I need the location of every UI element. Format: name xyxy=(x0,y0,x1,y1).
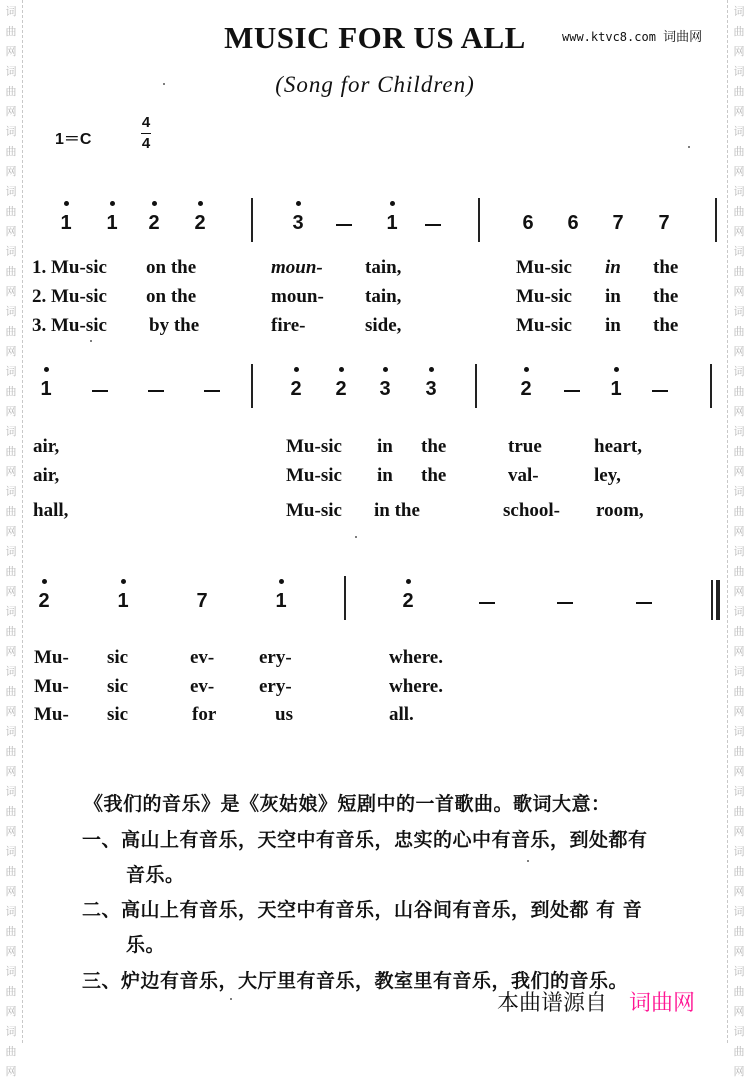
watermark-char: 词 xyxy=(733,125,745,138)
score-note: 2 xyxy=(146,212,162,235)
sustain-dash xyxy=(425,224,441,226)
notes-verse2-line2: 乐。 xyxy=(126,934,166,956)
sustain-dash xyxy=(92,390,108,392)
watermark-char: 网 xyxy=(733,525,745,538)
watermark-char: 词 xyxy=(5,665,17,678)
watermark-char: 曲 xyxy=(5,565,17,578)
watermark-char: 词 xyxy=(733,305,745,318)
lyric-word: ev- xyxy=(190,647,215,668)
watermark-char: 曲 xyxy=(733,745,745,758)
watermark-char: 词 xyxy=(733,845,745,858)
watermark-char: 曲 xyxy=(5,145,17,158)
final-barline xyxy=(711,580,713,620)
octave-dot-icon xyxy=(383,367,388,372)
lyric-word: moun- xyxy=(271,286,324,307)
lyric-word: for xyxy=(192,704,217,725)
print-speck xyxy=(163,83,165,85)
lyric-word: on the xyxy=(146,257,197,278)
watermark-char: 曲 xyxy=(733,25,745,38)
watermark-strip-left xyxy=(0,0,23,1078)
watermark-char: 曲 xyxy=(5,985,17,998)
watermark-char: 词 xyxy=(5,785,17,798)
lyric-word: 3. Mu-sic xyxy=(32,315,107,336)
watermark-char: 词 xyxy=(5,125,17,138)
octave-dot-icon xyxy=(121,579,126,584)
notes-verse1-line1: 一、高山上有音乐，天空中有音乐，忠实的心中有音乐，到处都有 xyxy=(82,829,648,851)
lyric-word: in the xyxy=(374,500,420,521)
lyric-word: Mu-sic xyxy=(516,257,572,278)
sustain-dash xyxy=(336,224,352,226)
watermark-char: 词 xyxy=(5,425,17,438)
score-note: 2 xyxy=(36,590,52,613)
lyric-word: Mu-sic xyxy=(286,500,342,521)
score-note: 1 xyxy=(608,378,624,401)
lyric-word: Mu- xyxy=(34,676,69,697)
watermark-char: 词 xyxy=(5,845,17,858)
score-note: 1 xyxy=(104,212,120,235)
lyric-word: on the xyxy=(146,286,197,307)
watermark-char: 词 xyxy=(5,605,17,618)
lyric-word: ery- xyxy=(259,676,292,697)
notes-intro: 《我们的音乐》是《灰姑娘》短剧中的一首歌曲。歌词大意： xyxy=(84,793,611,815)
watermark-char: 词 xyxy=(733,965,745,978)
lyric-word: air, xyxy=(33,436,60,457)
lyric-word: Mu-sic xyxy=(286,436,342,457)
score-note: 1 xyxy=(273,590,289,613)
watermark-char: 网 xyxy=(733,285,745,298)
watermark-char: 曲 xyxy=(733,85,745,98)
sustain-dash xyxy=(557,602,573,604)
score-note: 1 xyxy=(38,378,54,401)
lyric-word: ev- xyxy=(190,676,215,697)
score-note: 3 xyxy=(423,378,439,401)
key-signature: 1＝C xyxy=(55,131,92,148)
watermark-char: 曲 xyxy=(5,265,17,278)
score-note: 3 xyxy=(377,378,393,401)
lyric-word: in xyxy=(605,286,621,307)
score-note: 7 xyxy=(658,212,670,234)
lyric-word: Mu-sic xyxy=(516,286,572,307)
octave-dot-icon xyxy=(614,367,619,372)
watermark-char: 词 xyxy=(5,485,17,498)
watermark-char: 网 xyxy=(733,405,745,418)
watermark-char: 曲 xyxy=(733,265,745,278)
score-note: 6 xyxy=(567,212,579,234)
octave-dot-icon xyxy=(152,201,157,206)
watermark-char: 网 xyxy=(5,45,17,58)
site-name: 词曲网 xyxy=(663,30,703,45)
octave-dot-icon xyxy=(296,201,301,206)
time-signature-bottom: 4 xyxy=(141,135,151,152)
watermark-char: 词 xyxy=(5,65,17,78)
lyric-word: all. xyxy=(389,704,414,725)
watermark-char: 词 xyxy=(5,905,17,918)
barline xyxy=(251,364,253,408)
lyric-word: sic xyxy=(107,647,129,668)
watermark-char: 词 xyxy=(5,305,17,318)
lyric-word: sic xyxy=(107,676,129,697)
watermark-char: 曲 xyxy=(733,565,745,578)
watermark-char: 网 xyxy=(5,765,17,778)
time-signature-bar xyxy=(141,133,151,134)
lyric-word: Mu- xyxy=(34,647,69,668)
source-brand-link[interactable]: 词曲网 xyxy=(629,991,696,1016)
lyric-word: tain, xyxy=(365,257,402,278)
watermark-char: 曲 xyxy=(5,1045,17,1058)
watermark-char: 曲 xyxy=(733,985,745,998)
lyric-word: moun- xyxy=(271,257,323,278)
score-note: 2 xyxy=(192,212,208,235)
lyric-word: by the xyxy=(149,315,200,336)
watermark-char: 词 xyxy=(5,245,17,258)
time-signature xyxy=(139,114,153,153)
watermark-char: 曲 xyxy=(733,445,745,458)
score-note: 2 xyxy=(288,378,304,401)
watermark-char: 曲 xyxy=(733,325,745,338)
watermark-char: 网 xyxy=(5,585,17,598)
watermark-char: 词 xyxy=(733,785,745,798)
print-speck xyxy=(527,860,529,862)
sustain-dash xyxy=(148,390,164,392)
lyric-word: the xyxy=(421,465,447,486)
watermark-char: 词 xyxy=(733,1025,745,1038)
lyric-word: Mu-sic xyxy=(286,465,342,486)
watermark-char: 词 xyxy=(5,5,17,18)
watermark-char: 曲 xyxy=(733,865,745,878)
lyric-word: heart, xyxy=(594,436,643,457)
watermark-char: 网 xyxy=(5,405,17,418)
watermark-char: 词 xyxy=(733,725,745,738)
watermark-char: 曲 xyxy=(5,925,17,938)
watermark-char: 曲 xyxy=(733,625,745,638)
watermark-char: 词 xyxy=(733,5,745,18)
lyric-word: Mu- xyxy=(34,704,69,725)
watermark-char: 曲 xyxy=(5,745,17,758)
watermark-char: 词 xyxy=(733,185,745,198)
watermark-char: 词 xyxy=(5,1025,17,1038)
watermark-char: 词 xyxy=(733,365,745,378)
lyric-word: room, xyxy=(596,500,644,521)
barline xyxy=(710,364,712,408)
watermark-char: 网 xyxy=(5,825,17,838)
watermark-char: 词 xyxy=(5,725,17,738)
lyric-word: in xyxy=(605,257,621,278)
barline xyxy=(715,198,717,242)
lyric-word: air, xyxy=(33,465,60,486)
print-speck xyxy=(355,536,357,538)
watermark-char: 网 xyxy=(733,705,745,718)
barline xyxy=(344,576,346,620)
octave-dot-icon xyxy=(390,201,395,206)
watermark-char: 词 xyxy=(5,965,17,978)
watermark-char: 词 xyxy=(5,185,17,198)
watermark-char: 网 xyxy=(5,285,17,298)
watermark-char: 词 xyxy=(5,365,17,378)
watermark-char: 网 xyxy=(733,45,745,58)
watermark-char: 曲 xyxy=(5,805,17,818)
watermark-char: 网 xyxy=(5,1065,17,1078)
watermark-char: 词 xyxy=(733,545,745,558)
source-credit xyxy=(497,986,695,1017)
watermark-char: 网 xyxy=(733,345,745,358)
watermark-char: 曲 xyxy=(733,1045,745,1058)
watermark-char: 曲 xyxy=(5,685,17,698)
lyric-word: in xyxy=(605,315,621,336)
score-note: 2 xyxy=(518,378,534,401)
notes-verse3-line1: 三、炉边有音乐，大厅里有音乐，教室里有音乐，我们的音乐。 xyxy=(82,970,629,992)
watermark-char: 曲 xyxy=(733,145,745,158)
watermark-char: 网 xyxy=(5,165,17,178)
watermark-char: 网 xyxy=(733,1005,745,1018)
watermark-char: 网 xyxy=(5,945,17,958)
lyric-word: us xyxy=(275,704,293,725)
watermark-char: 词 xyxy=(733,245,745,258)
watermark-char: 曲 xyxy=(733,805,745,818)
sustain-dash xyxy=(652,390,668,392)
watermark-char: 曲 xyxy=(5,445,17,458)
lyric-word: in xyxy=(377,436,393,457)
lyric-word: school- xyxy=(503,500,560,521)
song-subtitle: (Song for Children) xyxy=(275,72,475,97)
watermark-char: 网 xyxy=(733,645,745,658)
watermark-char: 词 xyxy=(733,665,745,678)
watermark-char: 曲 xyxy=(5,25,17,38)
watermark-char: 词 xyxy=(733,905,745,918)
score-note: 3 xyxy=(290,212,306,235)
octave-dot-icon xyxy=(42,579,47,584)
barline xyxy=(475,364,477,408)
octave-dot-icon xyxy=(198,201,203,206)
time-signature-top: 4 xyxy=(141,114,151,131)
print-speck xyxy=(230,998,232,1000)
watermark-char: 曲 xyxy=(5,205,17,218)
notes-verse2-line1: 二、高山上有音乐，天空中有音乐，山谷间有音乐，到处都 有 音 xyxy=(82,899,643,921)
watermark-char: 曲 xyxy=(733,385,745,398)
lyric-word: 2. Mu-sic xyxy=(32,286,107,307)
lyric-word: the xyxy=(653,257,679,278)
lyric-word: the xyxy=(653,286,679,307)
watermark-char: 曲 xyxy=(5,325,17,338)
watermark-char: 网 xyxy=(5,525,17,538)
lyric-word: in xyxy=(377,465,393,486)
watermark-char: 网 xyxy=(5,225,17,238)
octave-dot-icon xyxy=(110,201,115,206)
lyric-word: val- xyxy=(508,465,539,486)
lyric-word: ley, xyxy=(594,465,621,486)
lyric-word: hall, xyxy=(33,500,69,521)
watermark-char: 网 xyxy=(5,105,17,118)
watermark-char: 曲 xyxy=(5,385,17,398)
print-speck xyxy=(688,146,690,148)
lyric-word: 1. Mu-sic xyxy=(32,257,107,278)
sustain-dash xyxy=(564,390,580,392)
watermark-char: 网 xyxy=(733,885,745,898)
watermark-char: 网 xyxy=(733,1065,745,1078)
watermark-char: 网 xyxy=(733,105,745,118)
score-note: 1 xyxy=(115,590,131,613)
watermark-strip-right xyxy=(727,0,750,1078)
watermark-char: 网 xyxy=(733,465,745,478)
watermark-char: 网 xyxy=(5,885,17,898)
lyric-word: the xyxy=(421,436,447,457)
watermark-char: 网 xyxy=(5,645,17,658)
barline xyxy=(478,198,480,242)
score-note: 7 xyxy=(612,212,624,234)
watermark-char: 网 xyxy=(733,165,745,178)
score-note: 2 xyxy=(400,590,416,613)
octave-dot-icon xyxy=(279,579,284,584)
song-title: MUSIC FOR US ALL xyxy=(224,20,526,55)
lyric-word: where. xyxy=(389,676,443,697)
lyric-word: tain, xyxy=(365,286,402,307)
octave-dot-icon xyxy=(429,367,434,372)
watermark-char: 曲 xyxy=(5,625,17,638)
score-note: 1 xyxy=(384,212,400,235)
watermark-char: 网 xyxy=(733,225,745,238)
octave-dot-icon xyxy=(524,367,529,372)
watermark-char: 词 xyxy=(733,425,745,438)
watermark-char: 曲 xyxy=(733,685,745,698)
lyric-word: fire- xyxy=(271,315,306,336)
watermark-char: 网 xyxy=(5,345,17,358)
octave-dot-icon xyxy=(339,367,344,372)
octave-dot-icon xyxy=(294,367,299,372)
watermark-char: 曲 xyxy=(5,85,17,98)
lyric-word: true xyxy=(508,436,542,457)
watermark-char: 网 xyxy=(733,945,745,958)
watermark-char: 网 xyxy=(733,825,745,838)
lyric-word: side, xyxy=(365,315,402,336)
octave-dot-icon xyxy=(406,579,411,584)
score-note: 2 xyxy=(333,378,349,401)
print-speck xyxy=(90,340,92,342)
watermark-char: 曲 xyxy=(733,505,745,518)
notes-verse1-line2: 音乐。 xyxy=(126,864,185,886)
watermark-char: 网 xyxy=(5,465,17,478)
score-note: 1 xyxy=(58,212,74,235)
site-url: www.ktvc8.com xyxy=(562,30,656,44)
lyric-word: ery- xyxy=(259,647,292,668)
watermark-char: 曲 xyxy=(5,865,17,878)
watermark-char: 网 xyxy=(5,1005,17,1018)
barline xyxy=(251,198,253,242)
watermark-char: 曲 xyxy=(733,925,745,938)
source-label: 本曲谱源自 xyxy=(497,991,608,1016)
sustain-dash xyxy=(636,602,652,604)
site-watermark xyxy=(562,26,702,45)
sustain-dash xyxy=(204,390,220,392)
score-note: 6 xyxy=(522,212,534,234)
lyric-word: where. xyxy=(389,647,443,668)
watermark-char: 词 xyxy=(733,65,745,78)
watermark-char: 网 xyxy=(5,705,17,718)
watermark-char: 网 xyxy=(733,585,745,598)
octave-dot-icon xyxy=(64,201,69,206)
lyric-word: sic xyxy=(107,704,129,725)
lyric-word: the xyxy=(653,315,679,336)
watermark-char: 词 xyxy=(733,605,745,618)
watermark-char: 曲 xyxy=(733,205,745,218)
sustain-dash xyxy=(479,602,495,604)
final-barline xyxy=(716,580,720,620)
score-note: 7 xyxy=(196,590,208,612)
octave-dot-icon xyxy=(44,367,49,372)
watermark-char: 网 xyxy=(733,765,745,778)
watermark-char: 曲 xyxy=(5,505,17,518)
watermark-char: 词 xyxy=(733,485,745,498)
lyric-word: Mu-sic xyxy=(516,315,572,336)
watermark-char: 词 xyxy=(5,545,17,558)
